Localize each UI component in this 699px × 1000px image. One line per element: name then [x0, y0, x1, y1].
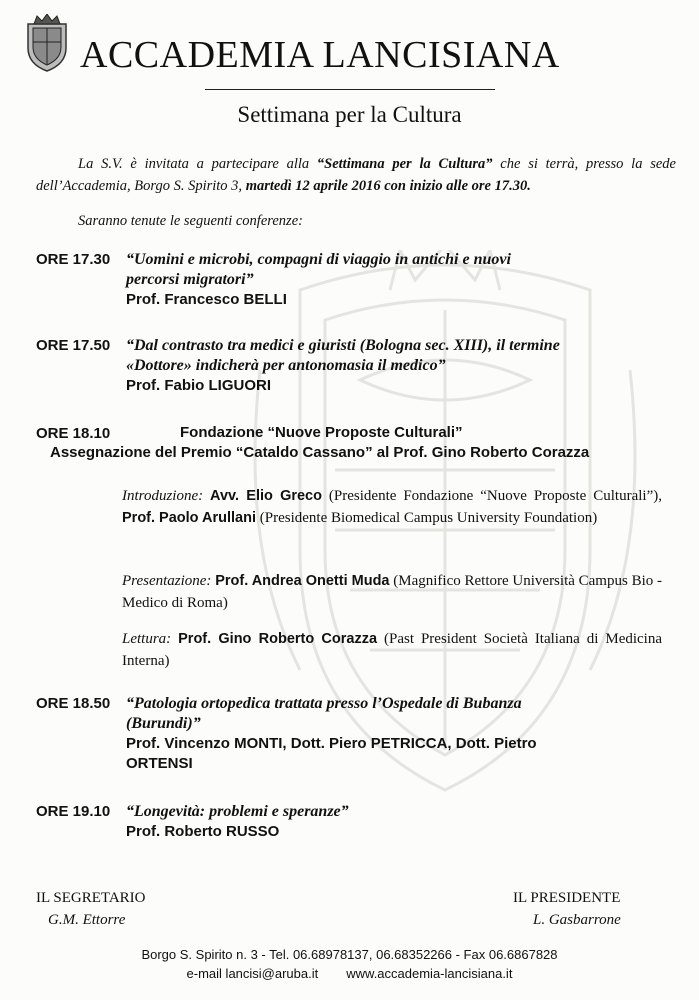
award-assignment: Assegnazione del Premio “Cataldo Cassano” al Prof. Gino Roberto Corazza	[50, 444, 590, 461]
session-title-line: “Patologia ortopedica trattata presso l’Ospedale di Bubanza	[126, 695, 522, 712]
session-1750	[36, 336, 676, 396]
role-label: Lettura:	[122, 631, 172, 647]
session-time: ORE 17.30	[36, 251, 111, 268]
session-time: ORE 19.10	[36, 803, 111, 820]
session-1850	[36, 694, 676, 774]
award-presentation	[122, 570, 662, 614]
academy-seal-logo	[24, 14, 70, 74]
award-reading	[122, 628, 662, 672]
person-name: Prof. Paolo Arullani	[122, 510, 257, 526]
intro-text: La S.V. è invitata a partecipare alla	[78, 156, 317, 172]
signature-president	[513, 887, 621, 931]
footer-address: Borgo S. Spirito n. 3 - Tel. 06.68978137, 06.68352266 - Fax 06.6867828	[141, 947, 558, 962]
session-title-line: (Burundi)”	[126, 715, 201, 732]
person-name: Avv. Elio Greco	[210, 488, 322, 504]
contact-footer	[0, 945, 699, 983]
person-role: (Magnifico Rettore Università Campus Bio - Medico di Roma)	[122, 573, 663, 611]
person-role: (Presidente Biomedical Campus University Foundation)	[256, 510, 598, 526]
session-time: ORE 17.50	[36, 337, 111, 354]
session-speaker: Prof. Francesco BELLI	[126, 291, 287, 308]
person-name: Prof. Andrea Onetti Muda	[215, 573, 390, 589]
signature-secretary	[36, 887, 145, 931]
session-title-line: percorsi migratori”	[126, 271, 254, 288]
session-time: ORE 18.50	[36, 695, 111, 712]
footer-email[interactable]: e-mail lancisi@aruba.it	[186, 966, 319, 981]
role-label: Presentazione:	[122, 573, 212, 589]
award-time-label: ORE 18.10	[36, 425, 111, 442]
conferences-lead: Saranno tenute le seguenti conferenze:	[78, 213, 303, 229]
signature-role: IL SEGRETARIO	[36, 890, 146, 906]
signature-role: IL PRESIDENTE	[513, 890, 621, 906]
person-name: Prof. Gino Roberto Corazza	[178, 631, 378, 647]
session-speaker: Prof. Roberto RUSSO	[126, 823, 280, 840]
page-subtitle: Settimana per la Cultura	[237, 102, 462, 127]
person-role: (Past President Società Italiana di Medicina Interna)	[122, 631, 662, 669]
award-introduction	[122, 485, 662, 529]
session-speaker: ORTENSI	[126, 755, 193, 772]
award-foundation: Fondazione “Nuove Proposte Culturali”	[180, 424, 463, 441]
session-title-line: “Dal contrasto tra medici e giuristi (Bologna sec. XIII), il termine	[126, 337, 560, 354]
role-label: Introduzione:	[122, 488, 204, 504]
invitation-paragraph	[36, 153, 676, 197]
intro-text-2: che si terrà, presso la sede dell’Accademia, Borgo S. Spirito 3,	[36, 156, 676, 194]
intro-event: “Settimana per la Cultura”	[316, 156, 493, 172]
session-title-line: “Uomini e microbi, compagni di viaggio in antichi e nuovi	[126, 251, 511, 268]
page-title: ACCADEMIA LANCISIANA	[80, 34, 560, 76]
session-1910	[36, 802, 676, 842]
footer-website[interactable]: www.accademia-lancisiana.it	[346, 966, 513, 981]
intro-date: martedì 12 aprile 2016 con inizio alle ore 17.30.	[245, 178, 531, 194]
person-role: (Presidente Fondazione “Nuove Proposte Culturali”),	[321, 488, 662, 504]
session-speaker: Prof. Fabio LIGUORI	[126, 377, 271, 394]
session-title-line: «Dottore» indicherà per antonomasia il medico”	[126, 357, 446, 374]
session-title-line: “Longevità: problemi e speranze”	[126, 803, 349, 820]
title-divider	[205, 89, 495, 90]
session-speaker: Prof. Vincenzo MONTI, Dott. Piero PETRICCA, Dott. Pietro	[126, 735, 537, 752]
signature-name: G.M. Ettorre	[48, 912, 126, 928]
signature-name: L. Gasbarrone	[533, 912, 621, 928]
session-1730	[36, 250, 676, 310]
